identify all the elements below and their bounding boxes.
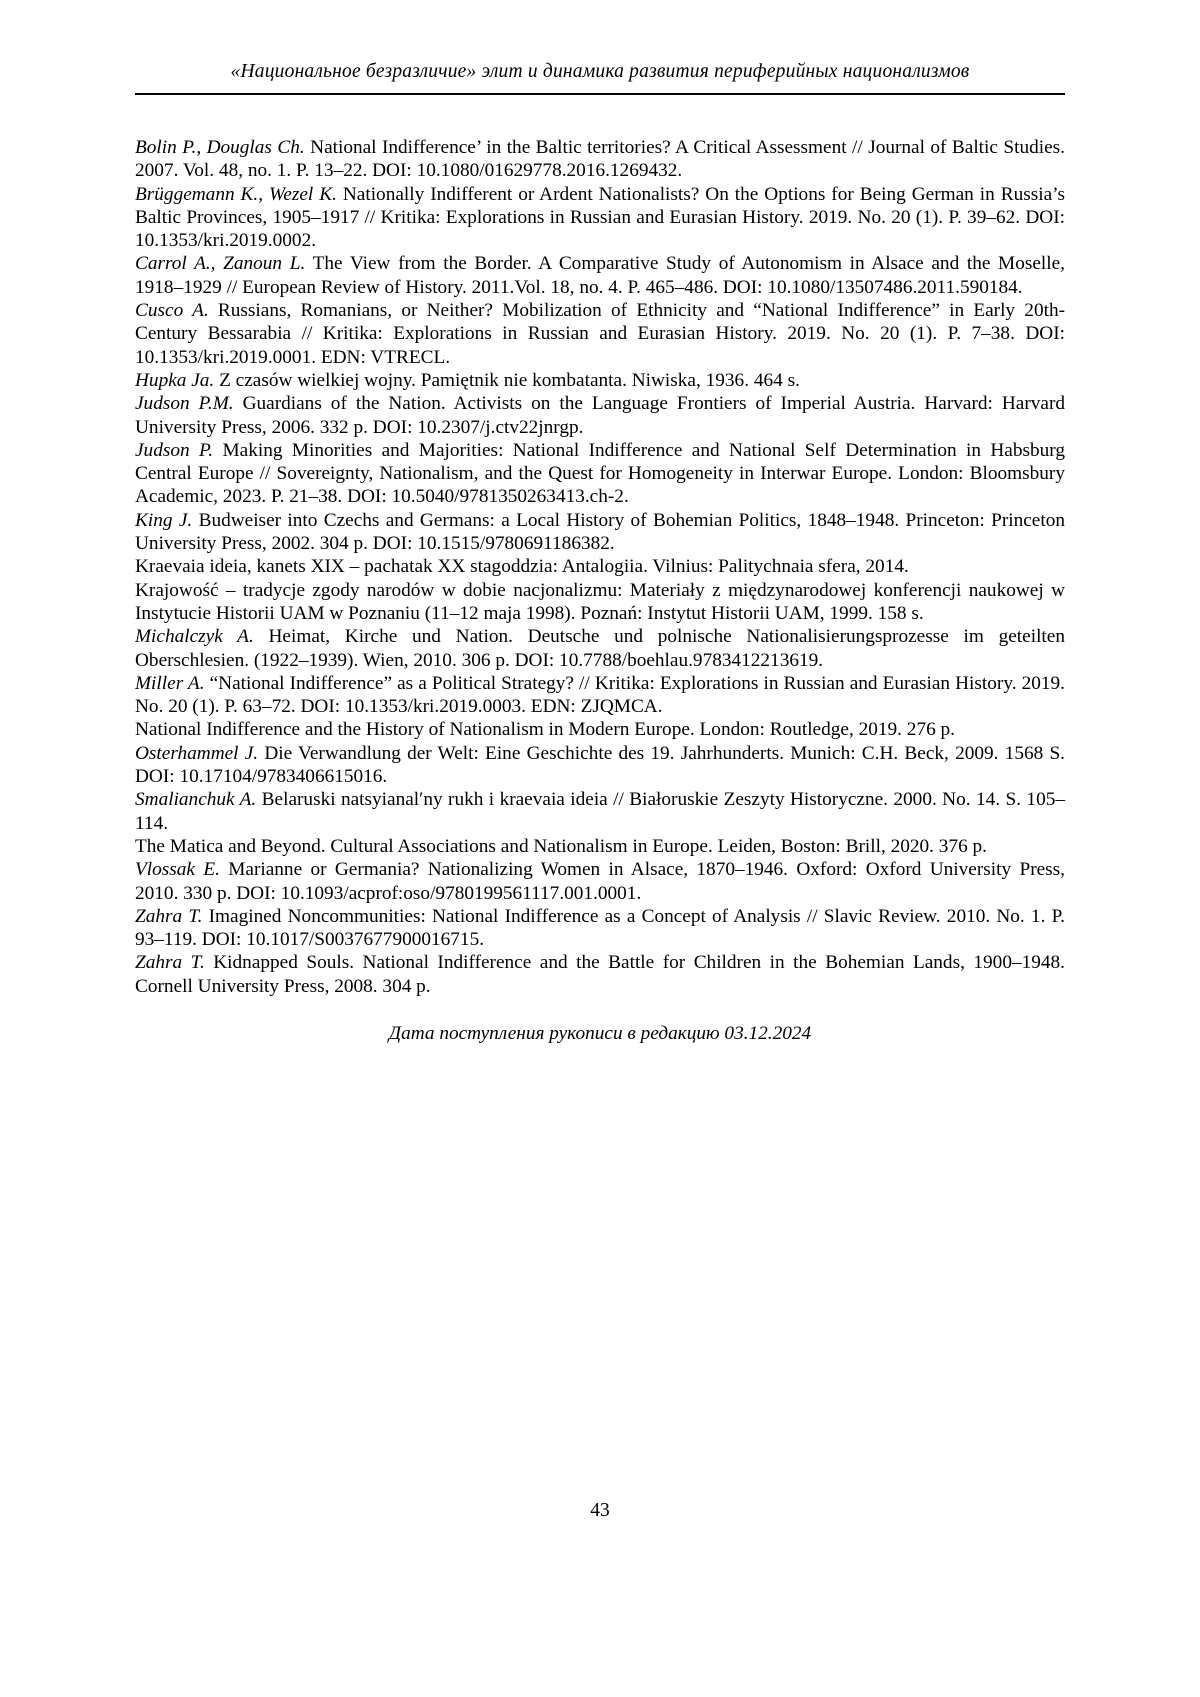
reference-text: Kraevaia ideia, kanets XIX – pachatak XX stagoddzia: Antalogiia. Vilnius: Palitychnaia sfera, 2014.	[135, 556, 909, 578]
reference-entry	[135, 439, 1065, 509]
reference-entry	[135, 718, 1065, 741]
reference-entry	[135, 392, 1065, 439]
reference-entry	[135, 905, 1065, 952]
reference-authors: Miller A.	[135, 672, 205, 694]
reference-text: Guardians of the Nation. Activists on the Language Frontiers of Imperial Austria. Harvard: Harvard University Press, 2006. 332 p. DOI: 10.2307/j.ctv22jnrgp.	[135, 393, 1066, 438]
reference-entry	[135, 742, 1065, 789]
reference-authors: Brüggemann K., Wezel K.	[135, 183, 337, 205]
page-content	[135, 60, 1065, 1045]
references-list	[135, 136, 1065, 998]
reference-text: The View from the Border. A Comparative Study of Autonomism in Alsace and the Moselle, 1918–1929 // European Review of History. 2011.Vol. 18, no. 4. P. 465–486. DOI: 10.1080/13507486.2011.590184.	[135, 253, 1065, 298]
reference-authors: Cusco A.	[135, 300, 209, 322]
reference-text: Imagined Noncommunities: National Indifference as a Concept of Analysis // Slavic Review. 2010. No. 1. P. 93–119. DOI: 10.1017/S0037677900016715.	[135, 905, 1065, 951]
reference-authors: Hupka Ja.	[135, 369, 215, 391]
reference-authors: Bolin P., Douglas Ch.	[135, 137, 305, 158]
reference-text: Marianne or Germania? Nationalizing Women in Alsace, 1870–1946. Oxford: Oxford University Press, 2010. 330 p. DOI: 10.1093/acprof:oso/9780199561117.001.0001.	[135, 859, 1065, 904]
reference-text: Z czasów wielkiej wojny. Pamiętnik nie kombatanta. Niwiska, 1936. 464 s.	[214, 369, 800, 391]
reference-entry	[135, 835, 1065, 858]
reference-text: Russians, Romanians, or Neither? Mobilization of Ethnicity and “National Indifference” in Early 20th-Century Bessarabia // Kritika: Explorations in Russian and Eurasian History. 2019. No. 20 (1). P. 7–38. DOI: 10.1353/kri.2019.0001. EDN: VTRECL.	[135, 300, 1066, 368]
reference-entry	[135, 858, 1065, 905]
page-number: 43	[590, 1500, 610, 1521]
reference-authors: Zahra T.	[135, 905, 203, 927]
reference-entry	[135, 672, 1065, 719]
reference-entry	[135, 555, 1065, 578]
reference-authors: Osterhammel J.	[135, 742, 259, 764]
reference-entry	[135, 951, 1065, 998]
reference-authors: Judson P.	[135, 439, 214, 461]
reference-text: Die Verwandlung der Welt: Eine Geschichte des 19. Jahrhunderts. Munich: C.H. Beck, 2009. 1568 S. DOI: 10.17104/9783406615016.	[135, 742, 1065, 788]
reference-authors: Zahra T.	[135, 952, 205, 974]
reference-entry	[135, 509, 1065, 556]
reference-text: Heimat, Kirche und Nation. Deutsche und polnische Nationalisierungsprozesse im geteilten Oberschlesien. (1922–1939). Wien, 2010. 306 p. DOI: 10.7788/boehlau.9783412213619.	[135, 626, 1065, 671]
reference-entry	[135, 625, 1065, 672]
reference-entry	[135, 788, 1065, 835]
reference-entry	[135, 579, 1065, 626]
reference-text: National Indifference’ in the Baltic territories? A Critical Assessment // Journal of Baltic Studies. 2007. Vol. 48, no. 1. P. 13–22. DOI: 10.1080/01629778.2016.1269432.	[135, 137, 1065, 182]
submission-date-note: Дата поступления рукописи в редакцию 03.12.2024	[388, 1022, 812, 1044]
reference-authors: King J.	[135, 509, 193, 531]
reference-text: Making Minorities and Majorities: National Indifference and National Self Determination in Habsburg Central Europe // Sovereignty, Nationalism, and the Quest for Homogeneity in Interwar Europe. London: Bloomsbury Academic, 2023. P. 21–38. DOI: 10.5040/9781350263413.ch-2.	[135, 439, 1065, 508]
reference-text: Belaruski natsyianal′ny rukh i kraevaia ideia // Białoruskie Zeszyty Historyczne. 2000. No. 14. S. 105–114.	[135, 789, 1065, 834]
reference-entry	[135, 252, 1065, 299]
reference-text: The Matica and Beyond. Cultural Associations and Nationalism in Europe. Leiden, Boston: Brill, 2020. 376 p.	[135, 835, 987, 857]
reference-text: Kidnapped Souls. National Indifference and the Battle for Children in the Bohemian Lands, 1900–1948. Cornell University Press, 2008. 304 p.	[135, 952, 1065, 997]
reference-text: Budweiser into Czechs and Germans: a Local History of Bohemian Politics, 1848–1948. Princeton: Princeton University Press, 2002. 304 p. DOI: 10.1515/9780691186382.	[135, 509, 1066, 555]
reference-authors: Smalianchuk A.	[135, 789, 257, 811]
reference-entry	[135, 183, 1065, 253]
reference-entry	[135, 369, 1065, 392]
reference-authors: Vlossak E.	[135, 859, 220, 881]
reference-authors: Michalczyk A.	[135, 626, 254, 648]
reference-entry	[135, 136, 1065, 183]
reference-authors: Carrol A., Zanoun L.	[135, 253, 306, 275]
reference-text: National Indifference and the History of Nationalism in Modern Europe. London: Routledge, 2019. 276 p.	[135, 719, 955, 741]
reference-entry	[135, 299, 1065, 369]
reference-authors: Judson P.M.	[135, 393, 234, 415]
reference-text: Nationally Indifferent or Ardent Nationalists? On the Options for Being German in Russia’s Baltic Provinces, 1905–1917 // Kritika: Explorations in Russian and Eurasian History. 2019. No. 20 (1). P. 39–62. DOI: 10.1353/kri.2019.0002.	[135, 183, 1065, 252]
reference-text: Krajowość – tradycje zgody narodów w dobie nacjonalizmu: Materiały z międzynarodowej konferencji naukowej w Instytucie Historii UAM w Poznaniu (11–12 maja 1998). Poznań: Instytut Historii UAM, 1999. 158 s.	[135, 579, 1065, 624]
header-rule	[135, 93, 1065, 95]
running-header-title: «Национальное безразличие» элит и динамика развития периферийных национализмов	[230, 61, 970, 82]
reference-text: “National Indifference” as a Political Strategy? // Kritika: Explorations in Russian and Eurasian History. 2019. No. 20 (1). P. 63–72. DOI: 10.1353/kri.2019.0003. EDN: ZJQMCA.	[135, 672, 1065, 718]
